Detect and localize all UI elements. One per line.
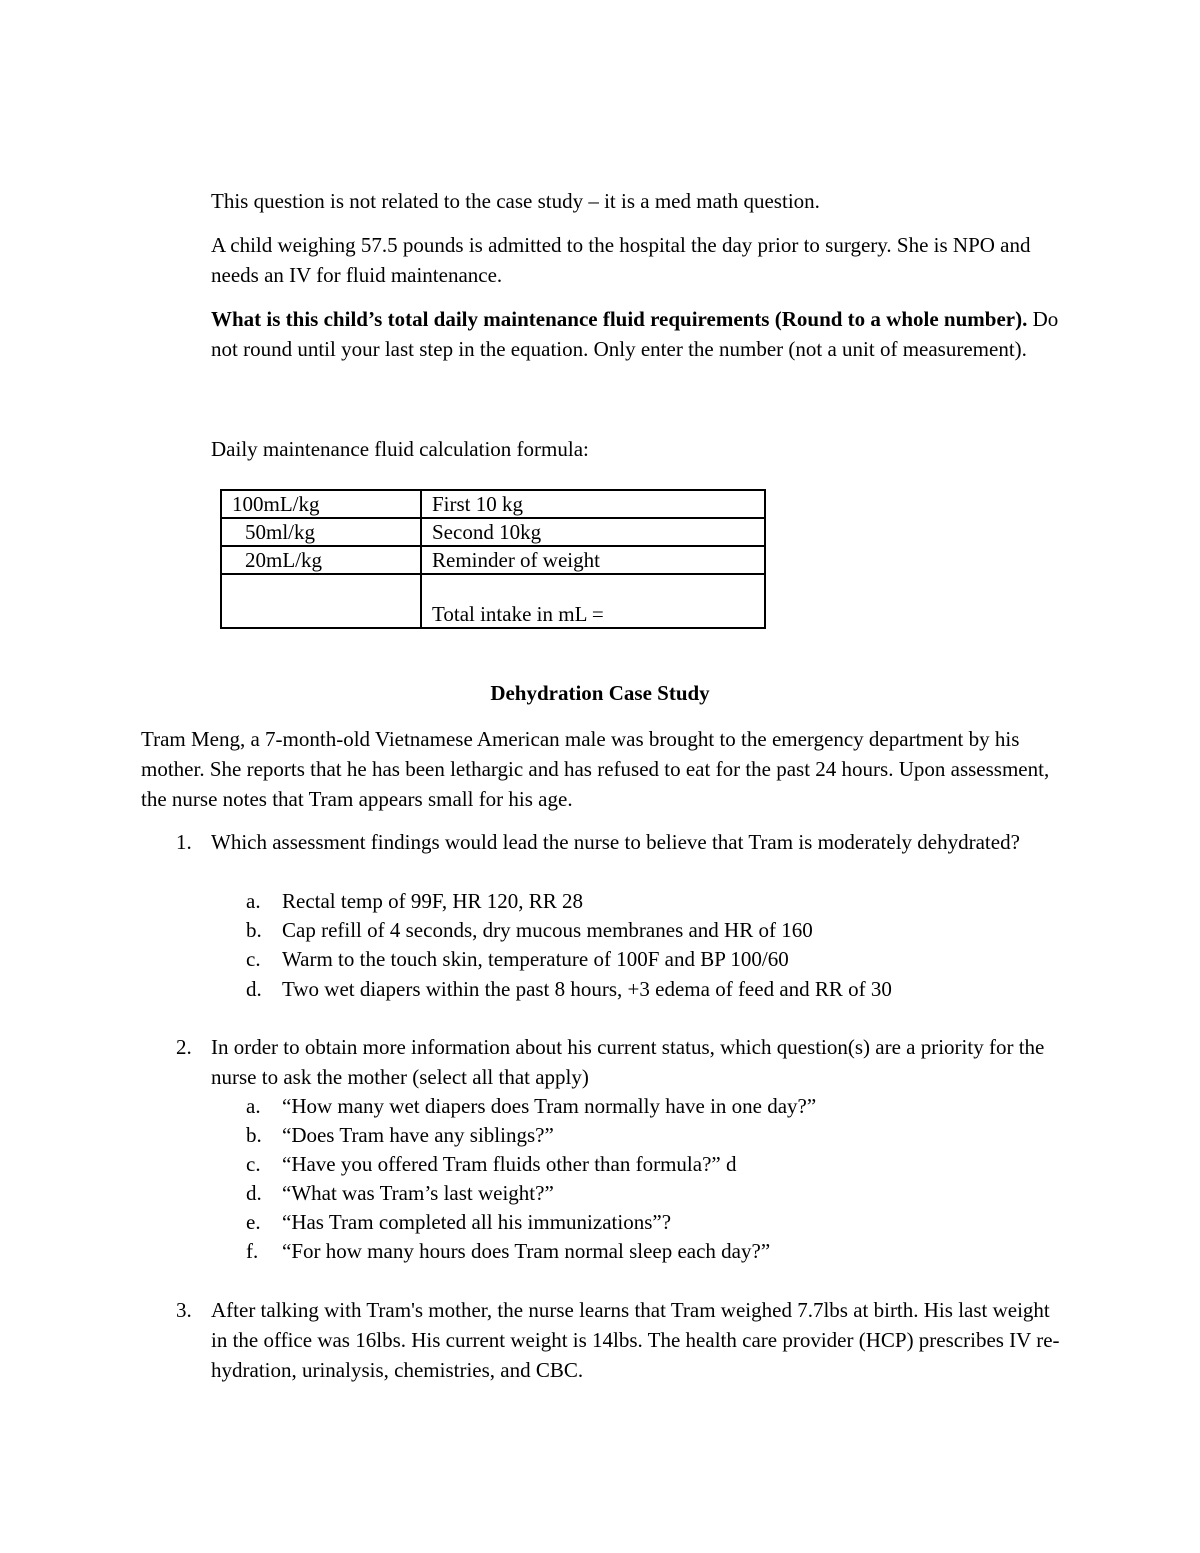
case-study-intro: Tram Meng, a 7-month-old Vietnamese American male was brought to the emergency department by his mother. She reports that he has been lethargic and has refused to eat for the past 24 hours. Upon assessment, the nurse notes that Tram appears small for his age. bbox=[141, 727, 1050, 811]
case-study-title: Dehydration Case Study bbox=[490, 681, 710, 705]
formula-label: Daily maintenance fluid calculation formula: bbox=[211, 437, 589, 461]
table-row bbox=[221, 490, 765, 518]
option-text: Warm to the touch skin, temperature of 100F and BP 100/60 bbox=[282, 947, 789, 971]
option-letter: a. bbox=[246, 1094, 261, 1118]
option-letter: a. bbox=[246, 889, 261, 913]
question-number: 3. bbox=[176, 1298, 192, 1322]
rate-cell: 50ml/kg bbox=[221, 518, 421, 546]
desc-cell: Reminder of weight bbox=[421, 546, 765, 574]
desc-cell: First 10 kg bbox=[421, 490, 765, 518]
option-letter: d. bbox=[246, 1181, 262, 1205]
option-text: “Have you offered Tram fluids other than formula?” d bbox=[282, 1152, 737, 1176]
question-bold: What is this child’s total daily maintenance fluid requirements (Round to a whole number). bbox=[211, 307, 1028, 331]
option-text: Two wet diapers within the past 8 hours, +3 edema of feed and RR of 30 bbox=[282, 977, 892, 1001]
rate-cell: 20mL/kg bbox=[221, 546, 421, 574]
option-letter: c. bbox=[246, 1152, 261, 1176]
total-value-cell bbox=[221, 574, 421, 628]
med-math-question bbox=[211, 304, 1071, 364]
rate-cell: 100mL/kg bbox=[221, 490, 421, 518]
total-label-cell: Total intake in mL = bbox=[421, 574, 765, 628]
question-number: 2. bbox=[176, 1035, 192, 1059]
option-letter: d. bbox=[246, 977, 262, 1001]
med-math-problem: A child weighing 57.5 pounds is admitted to the hospital the day prior to surgery. She is NPO and needs an IV for fluid maintenance. bbox=[211, 233, 1031, 287]
option-letter: b. bbox=[246, 1123, 262, 1147]
formula-table bbox=[220, 489, 766, 629]
option-text: Rectal temp of 99F, HR 120, RR 28 bbox=[282, 889, 584, 913]
option-text: “Has Tram completed all his immunizations”? bbox=[282, 1210, 672, 1234]
table-row bbox=[221, 518, 765, 546]
question-text: After talking with Tram's mother, the nurse learns that Tram weighed 7.7lbs at birth. His last weight in the office was 16lbs. His current weight is 14lbs. The health care provider (HCP) prescribes IV re-hydration, urinalysis, chemistries, and CBC. bbox=[211, 1298, 1060, 1382]
question-instructions: Do not round until your last step in the equation. Only enter the number (not a unit of measurement). bbox=[211, 307, 1059, 361]
option-text: “Does Tram have any siblings?” bbox=[282, 1123, 554, 1147]
desc-cell: Second 10kg bbox=[421, 518, 765, 546]
option-text: “For how many hours does Tram normal sleep each day?” bbox=[282, 1239, 771, 1263]
question-text: In order to obtain more information about his current status, which question(s) are a priority for the nurse to ask the mother (select all that apply) bbox=[211, 1035, 1045, 1089]
option-letter: f. bbox=[246, 1239, 259, 1263]
intro-note: This question is not related to the case study – it is a med math question. bbox=[211, 189, 820, 213]
option-letter: b. bbox=[246, 918, 262, 942]
table-row bbox=[221, 546, 765, 574]
question-text: Which assessment findings would lead the nurse to believe that Tram is moderately dehydrated? bbox=[211, 830, 1020, 854]
option-letter: c. bbox=[246, 947, 261, 971]
question-number: 1. bbox=[176, 830, 192, 854]
option-text: “What was Tram’s last weight?” bbox=[282, 1181, 554, 1205]
option-text: Cap refill of 4 seconds, dry mucous membranes and HR of 160 bbox=[282, 918, 813, 942]
option-text: “How many wet diapers does Tram normally have in one day?” bbox=[282, 1094, 817, 1118]
option-letter: e. bbox=[246, 1210, 261, 1234]
total-row bbox=[221, 574, 765, 628]
